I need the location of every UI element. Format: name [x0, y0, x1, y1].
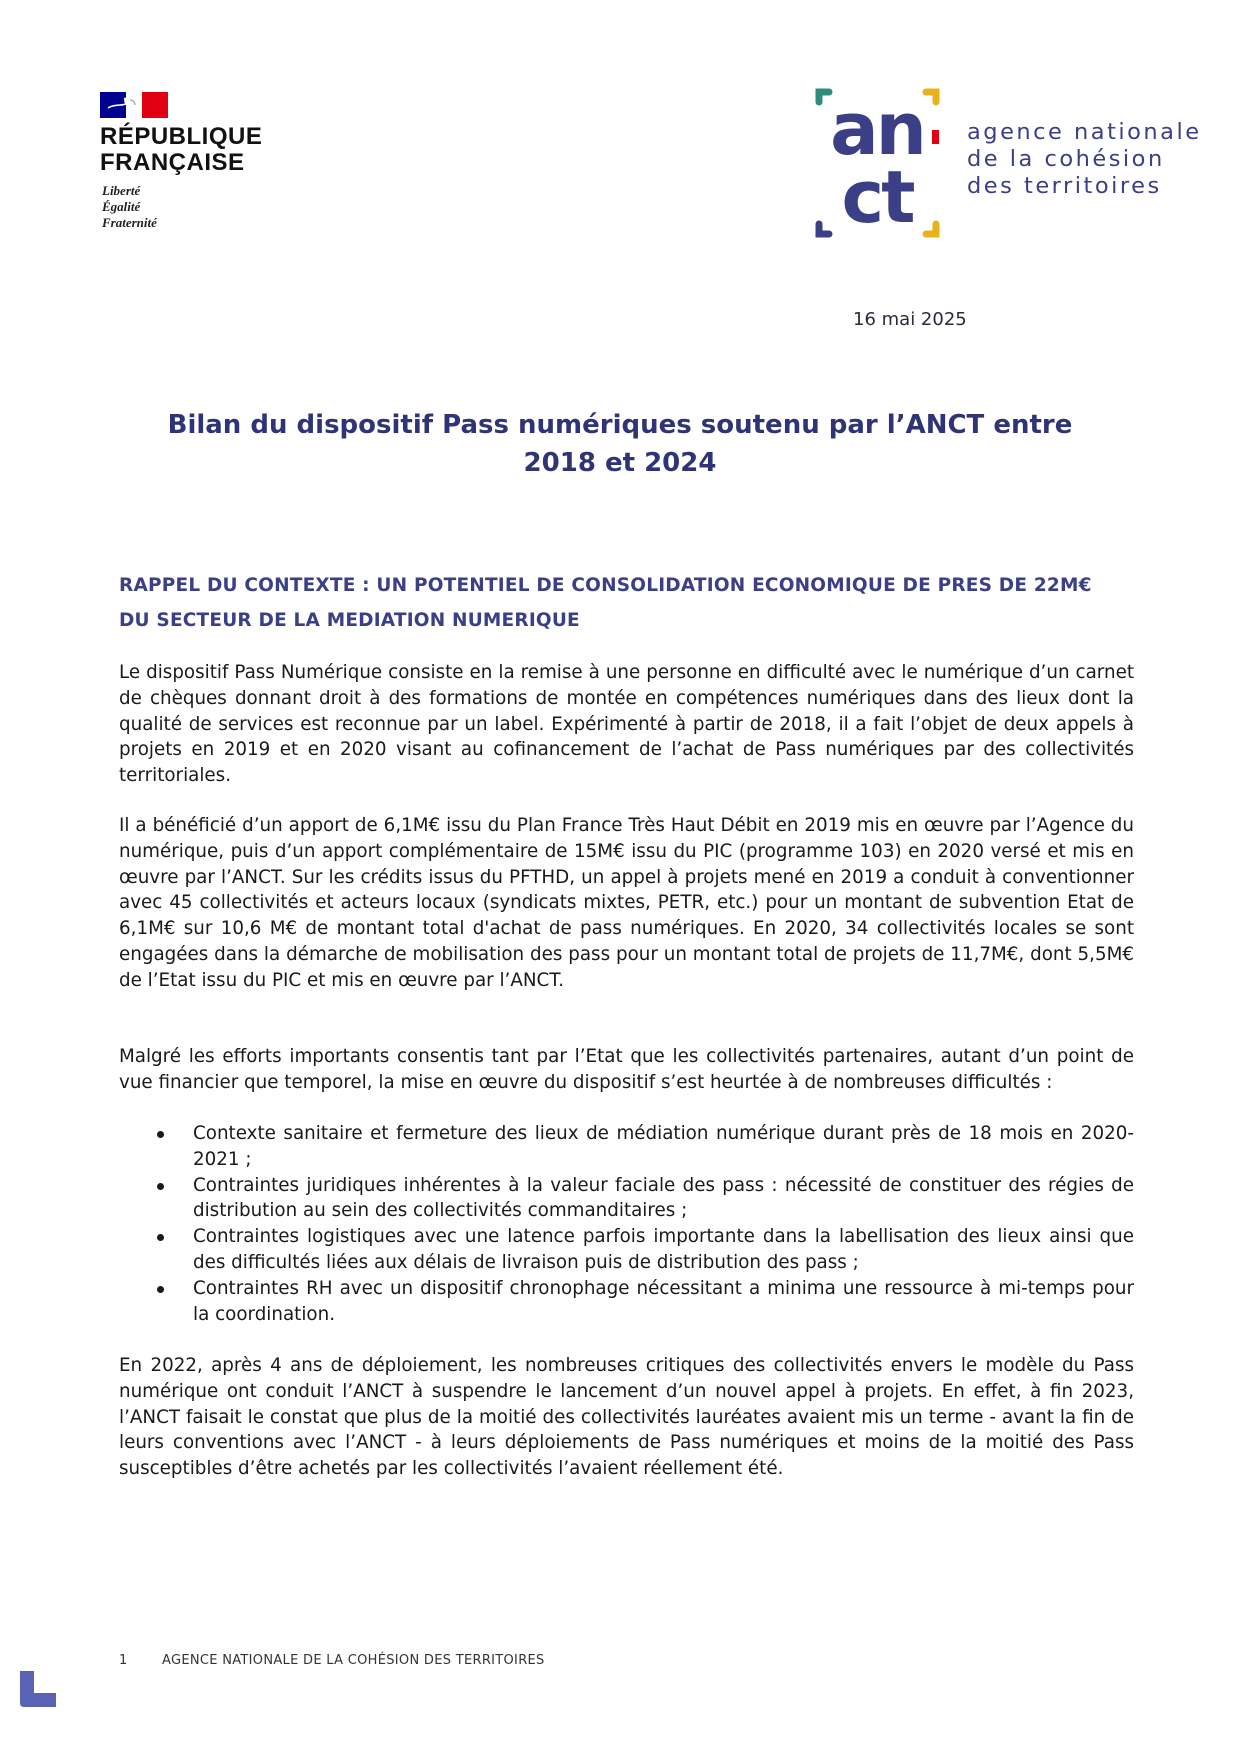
list-item [119, 1224, 1134, 1276]
list-item-text: Contraintes logistiques avec une latence parfois importante dans la labellisation des lieux ainsi que des difficultés liées aux délais de livraison puis de distribution des pass ; [193, 1226, 1134, 1273]
rf-motto-fraternite: Fraternité [102, 215, 157, 230]
list-item-text: Contraintes juridiques inhérentes à la valeur faciale des pass : nécessité de constituer des régies de distribution au sein des collectivités commanditaires ; [193, 1174, 1134, 1222]
list-item-text: Contexte sanitaire et fermeture des lieux de médiation numérique durant près de 18 mois en 2020-2021 ; [193, 1123, 1134, 1170]
document-date: 16 mai 2025 [853, 309, 967, 330]
anct-mark-top-text: an [830, 88, 924, 171]
list-item-text: Contraintes RH avec un dispositif chronophage nécessitant a minima une ressource à mi-temps pour la coordination. [193, 1277, 1134, 1325]
anct-corner-icon [20, 1671, 56, 1707]
paragraph-3: Malgré les efforts importants consentis tant par l’Etat que les collectivités partenaires, autant d’un point de vue financier que temporel, la mise en œuvre du dispositif s’est heurtée à de nombreuses difficultés : [119, 1046, 1134, 1093]
anct-mark-bottom-text: ct [841, 155, 913, 238]
section-heading: RAPPEL DU CONTEXTE : UN POTENTIEL DE CONSOLIDATION ECONOMIQUE DE PRES DE 22M€ DU SECTEUR DE LA MEDIATION NUMERIQUE [119, 575, 1092, 631]
republique-francaise-logo [100, 92, 270, 242]
bullet-icon [157, 1234, 164, 1241]
list-item [119, 1173, 1134, 1225]
rf-motto-egalite: Égalité [102, 199, 141, 214]
bullet-icon [157, 1131, 164, 1138]
rf-title-line1: RÉPUBLIQUE [100, 123, 263, 150]
list-item [119, 1121, 1134, 1173]
list-item [119, 1276, 1134, 1328]
rf-title-line2: FRANÇAISE [100, 149, 245, 176]
anct-name-line1: agence nationale [967, 119, 1202, 145]
bullet-icon [157, 1286, 164, 1293]
document-title: Bilan du dispositif Pass numériques soutenu par l’ANCT entre 2018 et 2024 [167, 410, 1073, 478]
anct-name-line2: de la cohésion [967, 146, 1165, 172]
page-number: 1 [119, 1653, 128, 1668]
footer-agency-name: AGENCE NATIONALE DE LA COHÉSION DES TERRITOIRES [162, 1653, 545, 1668]
anct-mark-icon [815, 88, 940, 238]
marianne-flag-icon [100, 92, 168, 118]
difficulties-list [119, 1121, 1134, 1327]
bullet-icon [157, 1183, 164, 1190]
rf-motto-liberte: Liberté [102, 183, 141, 198]
paragraph-2: Il a bénéficié d’un apport de 6,1M€ issu du Plan France Très Haut Débit en 2019 mis en œuvre par l’Agence du numérique, puis d’un apport complémentaire de 15M€ issu du PIC (programme 103) en 2020 versé et mis en œuvre par l’ANCT. Sur les crédits issus du PFTHD, un appel à projets mené en 2019 a conduit à conventionner avec 45 collectivités et acteurs locaux (syndicats mixtes, PETR, etc.) pour un montant de subvention Etat de 6,1M€ sur 10,6 M€ de montant total d'achat de pass numériques. En 2020, 34 collectivités locales se sont engagées dans la démarche de mobilisation des pass pour un montant total de projets de 11,7M€, dont 5,5M€ de l’Etat issu du PIC et mis en œuvre par l’ANCT. [119, 815, 1134, 991]
paragraph-1: Le dispositif Pass Numérique consiste en la remise à une personne en difficulté avec le numérique d’un carnet de chèques donnant droit à des formations de montée en compétences numériques dans des lieux dont la qualité de services est reconnue par un label. Expérimenté à partir de 2018, il a fait l’objet de deux appels à projets en 2019 et en 2020 visant au cofinancement de l’achat de Pass numériques par des collectivités territoriales. [119, 662, 1134, 787]
anct-logo [815, 88, 1215, 238]
paragraph-4: En 2022, après 4 ans de déploiement, les nombreuses critiques des collectivités envers le modèle du Pass numérique ont conduit l’ANCT à suspendre le lancement d’un nouvel appel à projets. En effet, à fin 2023, l’ANCT faisait le constat que plus de la moitié des collectivités lauréates avaient mis un terme - avant la fin de leurs conventions avec l’ANCT - à leurs déploiements de Pass numériques et moins de la moitié des Pass susceptibles d’être achetés par les collectivités l’avaient réellement été. [119, 1355, 1134, 1480]
anct-name-line3: des territoires [967, 173, 1162, 199]
